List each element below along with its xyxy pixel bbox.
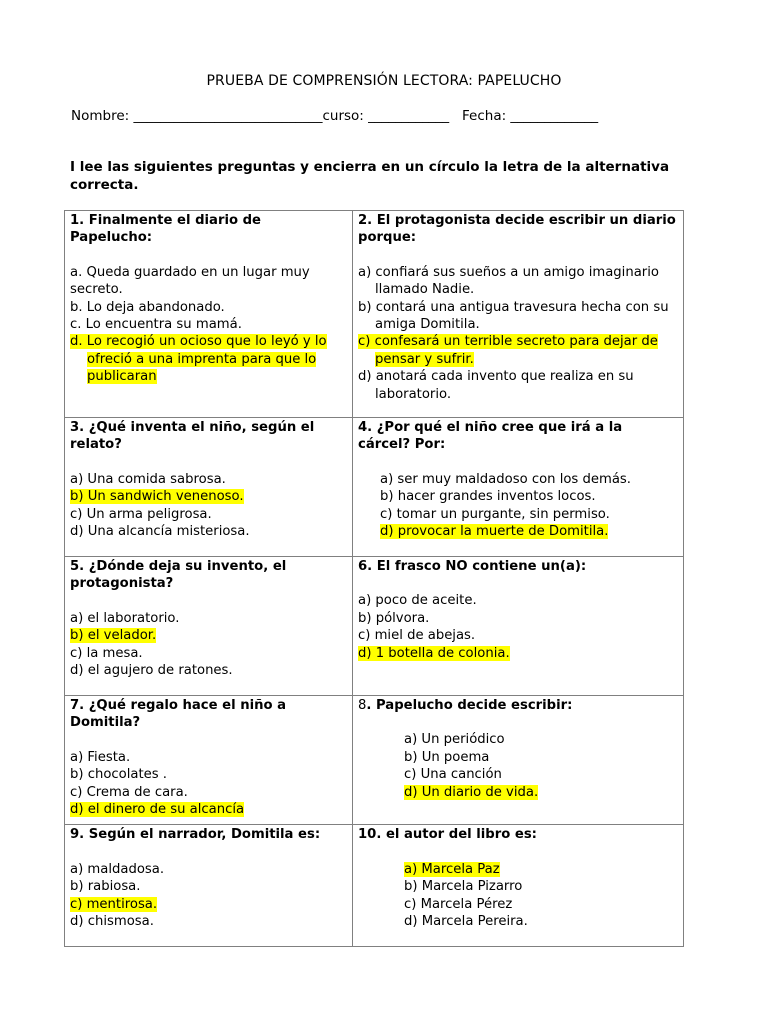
question-4 <box>353 418 684 557</box>
question-title: 2. El protagonista decide escribir un diario porque: <box>358 213 676 246</box>
option-b: b) pólvora. <box>358 610 430 626</box>
question-9 <box>65 825 353 947</box>
option-d-highlighted: d) Un diario de vida. <box>404 784 539 800</box>
question-6 <box>353 557 684 696</box>
option-a: a) Una comida sabrosa. <box>70 471 226 487</box>
question-title: 6. El frasco NO contiene un(a): <box>358 559 587 574</box>
option-b: b) Un poema <box>404 749 490 765</box>
option-d: d) chismosa. <box>70 914 154 930</box>
option-c: c) miel de abejas. <box>358 628 476 644</box>
question-title: 9. Según el narrador, Domitila es: <box>70 827 321 843</box>
question-10 <box>353 825 684 947</box>
table-row <box>65 696 684 825</box>
question-7 <box>65 696 353 825</box>
question-title: 4. ¿Por qué el niño cree que irá a la cárcel? Por: <box>358 420 623 453</box>
option-b-highlighted: b) Un sandwich venenoso. <box>70 489 244 505</box>
question-8 <box>353 696 684 825</box>
question-5 <box>65 557 353 696</box>
option-c: c) Marcela Pérez <box>404 896 513 912</box>
option-c-highlighted: c) confesará un terrible secreto para dejar de pensar y sufrir. <box>358 334 658 367</box>
option-b: b) rabiosa. <box>70 879 141 895</box>
option-b: b) Marcela Pizarro <box>404 879 523 895</box>
questions-table <box>64 210 684 947</box>
option-b-highlighted: b) el velador. <box>70 628 157 644</box>
option-d-highlighted: d) el dinero de su alcancía <box>70 802 245 818</box>
option-c: c) Crema de cara. <box>70 784 188 800</box>
option-d: d) Una alcancía misteriosa. <box>70 524 250 540</box>
option-b: b. Lo deja abandonado. <box>70 299 225 315</box>
option-a: a. Queda guardado en un lugar muy secreto. <box>70 264 310 298</box>
option-a: a) confiará sus sueños a un amigo imaginario llamado Nadie. <box>358 264 659 298</box>
question-3 <box>65 418 353 557</box>
table-row <box>65 211 684 418</box>
option-c: c) tomar un purgante, sin permiso. <box>380 506 610 522</box>
page-title: PRUEBA DE COMPRENSIÓN LECTORA: PAPELUCHO <box>206 73 562 89</box>
option-b: b) hacer grandes inventos locos. <box>380 489 596 505</box>
question-title: 5. ¿Dónde deja su invento, el protagonista? <box>70 559 287 592</box>
question-title: 1. Finalmente el diario de Papelucho: <box>70 213 261 246</box>
option-a: a) Fiesta. <box>70 749 131 765</box>
option-a: a) Un periódico <box>404 732 505 748</box>
option-a: a) poco de aceite. <box>358 593 477 609</box>
option-d-highlighted: d) 1 botella de colonia. <box>358 645 510 661</box>
option-a-highlighted: a) Marcela Paz <box>404 861 500 877</box>
option-c-highlighted: c) mentirosa. <box>70 896 158 912</box>
option-d: d) Marcela Pereira. <box>404 914 528 930</box>
student-fields-line: Nombre: ____________________________curso: ____________ Fecha: _____________ <box>71 108 599 124</box>
question-1 <box>65 211 353 418</box>
option-c: c) Un arma peligrosa. <box>70 506 212 522</box>
question-title: 3. ¿Qué inventa el niño, según el relato? <box>70 420 315 453</box>
option-d: d) anotará cada invento que realiza en su laboratorio. <box>358 369 634 402</box>
option-c: c) Una canción <box>404 767 502 783</box>
instructions: I lee las siguientes preguntas y encierra en un círculo la letra de la alternativa correcta. <box>70 159 670 193</box>
question-2 <box>353 211 684 418</box>
table-row <box>65 557 684 696</box>
table-row <box>65 418 684 557</box>
option-b: b) contará una antigua travesura hecha con su amiga Domitila. <box>358 299 669 333</box>
option-d: d) el agujero de ratones. <box>70 663 233 679</box>
option-c: c) la mesa. <box>70 645 143 661</box>
option-c: c. Lo encuentra su mamá. <box>70 317 242 333</box>
option-a: a) maldadosa. <box>70 861 165 877</box>
option-a: a) el laboratorio. <box>70 610 180 626</box>
question-title: 10. el autor del libro es: <box>358 827 537 843</box>
option-d-highlighted: d. Lo recogió un ocioso que lo leyó y lo ofreció a una imprenta para que lo publicaran <box>70 334 327 385</box>
question-title: 7. ¿Qué regalo hace el niño a Domitila? <box>70 698 287 731</box>
table-row <box>65 825 684 947</box>
option-a: a) ser muy maldadoso con los demás. <box>380 471 631 487</box>
question-title: 8. Papelucho decide escribir: <box>358 698 573 713</box>
option-b: b) chocolates . <box>70 767 167 783</box>
option-d-highlighted: d) provocar la muerte de Domitila. <box>380 524 609 540</box>
